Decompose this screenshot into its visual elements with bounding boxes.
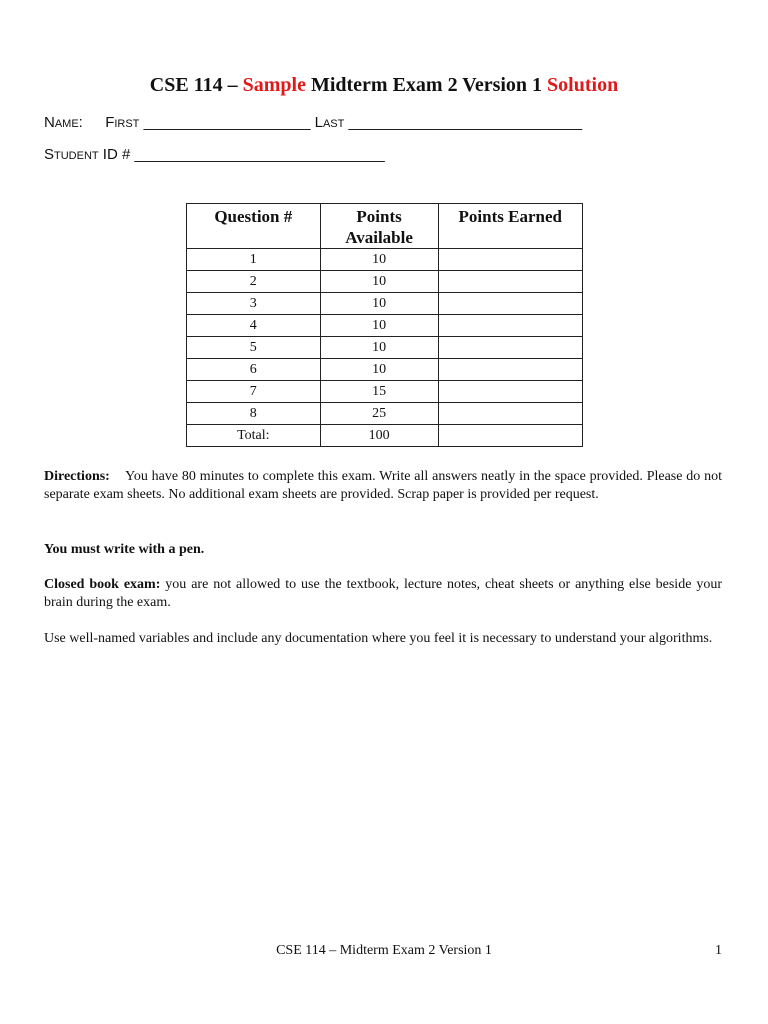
points-available-cell: 10 [320,249,438,271]
points-available-cell: 25 [320,403,438,425]
first-name-blank[interactable]: ____________________ [143,114,311,131]
closed-book-text: you are not allowed to use the textbook, lecture notes, cheat sheets or anything else beside your brain during the exam. [44,577,722,610]
directions-label: Directions: [44,469,110,484]
title-sample: Sample [242,74,306,96]
page-footer: CSE 114 – Midterm Exam 2 Version 1 [276,943,492,958]
header-points-earned: Points Earned [438,204,582,249]
exam-title [0,74,768,97]
table-row [187,293,583,315]
points-earned-cell[interactable] [438,425,582,447]
table-body [187,249,583,447]
table-row [187,249,583,271]
question-cell: 3 [187,293,321,315]
student-id-line [44,146,385,163]
points-available-cell: 15 [320,381,438,403]
points-earned-cell[interactable] [438,293,582,315]
points-earned-cell[interactable] [438,271,582,293]
name-field-line [44,114,582,131]
question-cell: 6 [187,359,321,381]
points-earned-cell[interactable] [438,337,582,359]
points-earned-cell[interactable] [438,381,582,403]
points-available-cell: 100 [320,425,438,447]
student-id-blank[interactable]: ______________________________ [134,146,385,163]
points-available-cell: 10 [320,271,438,293]
directions-text: You have 80 minutes to complete this exam. Write all answers neatly in the space provided. Please do not separate exam sheets. No additional exam sheets are provided. Scrap paper is provided per request. [44,469,723,502]
points-earned-cell[interactable] [438,359,582,381]
table-row [187,315,583,337]
table-row [187,337,583,359]
header-question: Question # [187,204,321,249]
question-cell: 8 [187,403,321,425]
question-cell: 2 [187,271,321,293]
first-name-label: First [105,114,140,131]
points-available-cell: 10 [320,337,438,359]
points-available-cell: 10 [320,293,438,315]
question-cell: 1 [187,249,321,271]
question-cell: 5 [187,337,321,359]
question-cell: Total: [187,425,321,447]
header-points-available: Points Available [320,204,438,249]
points-earned-cell[interactable] [438,249,582,271]
points-available-cell: 10 [320,359,438,381]
closed-book-paragraph [44,576,722,612]
directions-paragraph [44,468,722,504]
question-cell: 7 [187,381,321,403]
table-row [187,359,583,381]
student-id-label: Student ID # [44,146,131,163]
variables-paragraph: Use well-named variables and include any documentation where you feel it is necessary to understand your algorithms. [44,631,713,646]
points-earned-cell[interactable] [438,315,582,337]
title-course: CSE 114 – [149,74,243,96]
table-row [187,271,583,293]
pen-note [44,541,722,559]
page-number: 1 [715,943,722,958]
table-header-row [187,204,583,249]
table-row [187,381,583,403]
points-table [186,203,583,447]
title-solution: Solution [547,74,619,96]
question-cell: 4 [187,315,321,337]
last-name-label: Last [314,114,345,131]
table-row [187,403,583,425]
points-earned-cell[interactable] [438,403,582,425]
title-exam: Midterm Exam 2 Version 1 [305,74,548,96]
points-available-cell: 10 [320,315,438,337]
pen-note-text: You must write with a pen. [44,542,205,557]
name-label: Name: [44,114,83,131]
closed-book-label: Closed book exam: [44,577,161,592]
last-name-blank[interactable]: ____________________________ [348,114,583,131]
table-row [187,425,583,447]
